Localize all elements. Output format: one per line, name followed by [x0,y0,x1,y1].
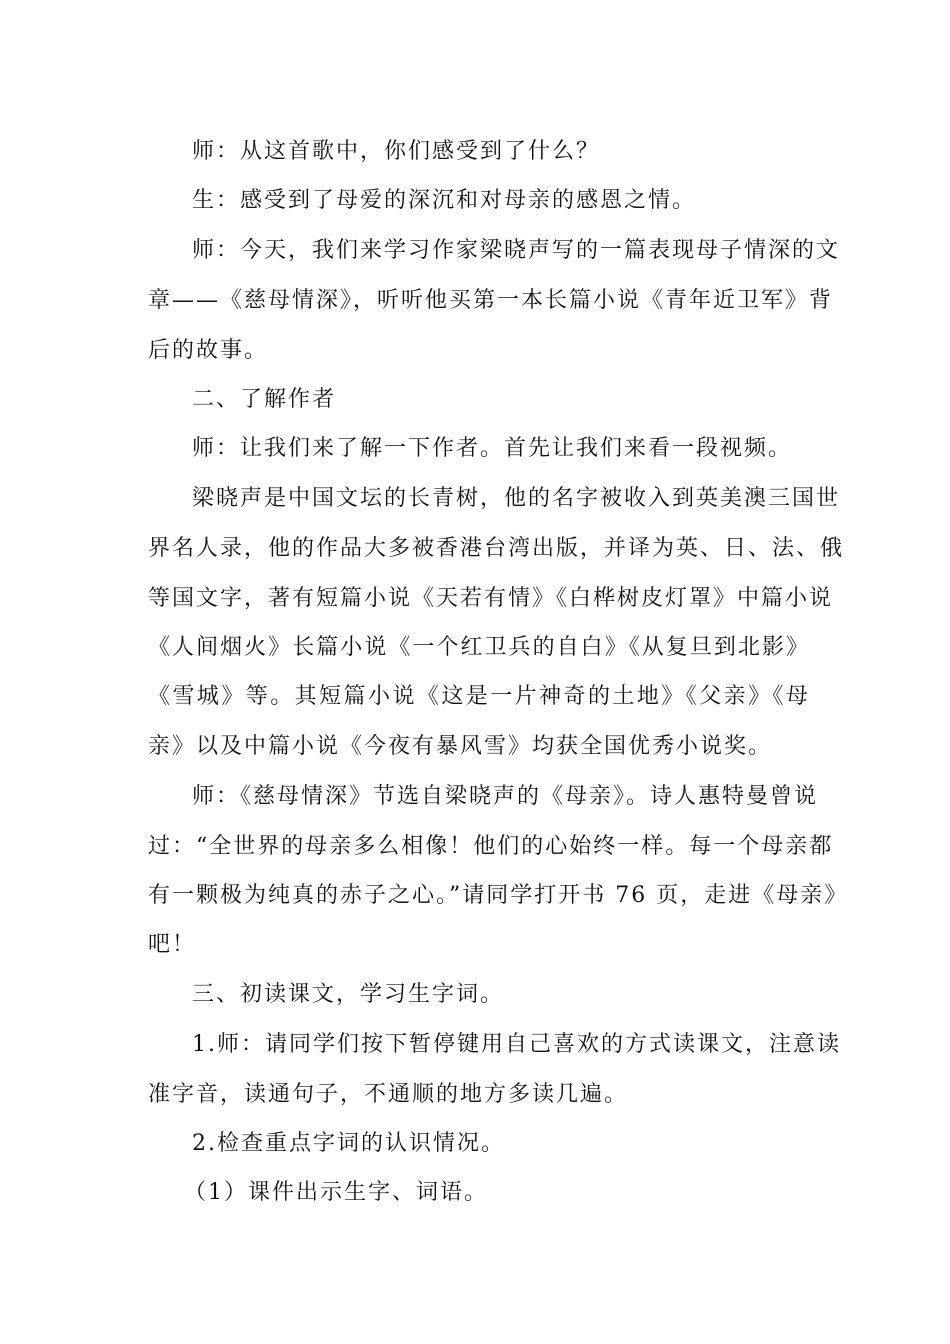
paragraph-line: 章——《慈母情深》，听听他买第一本长篇小说《青年近卫军》背 [148,288,834,313]
dialogue-line: 师：让我们来了解一下作者。首先让我们来看一段视频。 [192,436,793,461]
list-item: 2.检查重点字词的认识情况。 [192,1131,505,1156]
paragraph-line: 亲》以及中篇小说《今夜有暴风雪》均获全国优秀小说奖。 [148,734,773,759]
paragraph-line: 等国文字，著有短篇小说《天若有情》《白桦树皮灯罩》中篇小说 [148,586,834,611]
paragraph-line: 过：“全世界的母亲多么相像！他们的心始终一样。每一个母亲都 [148,834,834,859]
paragraph-line: 《人间烟火》长篇小说《一个红卫兵的自白》《从复旦到北影》 [148,635,810,660]
section-heading: 二、了解作者 [192,387,337,412]
dialogue-line: 生：感受到了母爱的深沉和对母亲的感恩之情。 [192,188,697,213]
paragraph-line: 师：今天，我们来学习作家梁晓声写的一篇表现母子情深的文 [192,238,841,263]
section-heading: 三、初读课文，学习生字词。 [192,982,505,1007]
paragraph-line: 有一颗极为纯真的赤子之心。”请同学打开书 76 页，走进《母亲》 [148,883,849,908]
paragraph-line: 吧！ [148,932,197,957]
paragraph-line: 界名人录，他的作品大多被香港台湾出版，并译为英、日、法、俄 [148,536,845,561]
paragraph-line: 《雪城》等。其短篇小说《这是一片神奇的土地》《父亲》《母 [148,684,810,709]
paragraph-line: 准字音，读通句子，不通顺的地方多读几遍。 [148,1082,629,1107]
paragraph-line: 梁晓声是中国文坛的长青树，他的名字被收入到英美澳三国世 [192,486,841,511]
paragraph-line: 后的故事。 [148,338,269,363]
paragraph-line: 1.师：请同学们按下暂停键用自己喜欢的方式读课文，注意读 [192,1032,841,1057]
paragraph-line: 师：《慈母情深》节选自梁晓声的《母亲》。诗人惠特曼曾说 [192,784,819,809]
list-item: （1）课件出示生字、词语。 [184,1180,488,1205]
dialogue-line: 师：从这首歌中，你们感受到了什么？ [192,139,601,164]
